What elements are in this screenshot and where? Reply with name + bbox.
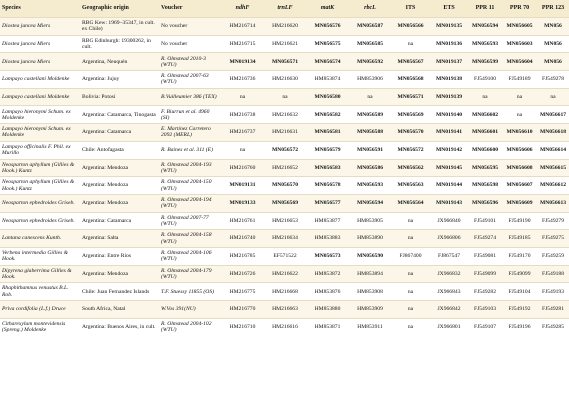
voucher-cell: F. Biurrun et al. 4960 (SI) bbox=[159, 106, 221, 124]
table-row bbox=[0, 318, 569, 336]
accession-cell-rbcl: na bbox=[349, 88, 391, 106]
accession-cell-ets: JX966801 bbox=[430, 318, 468, 336]
column-header: PPR 123 bbox=[537, 0, 569, 18]
accession-cell-ppr11: na bbox=[468, 88, 502, 106]
accession-cell-ppr70: FJ549104 bbox=[502, 283, 537, 301]
table-header bbox=[0, 0, 569, 18]
table-row bbox=[0, 283, 569, 301]
voucher-cell: R. Olmstead 2007-63 (WTU) bbox=[159, 71, 221, 89]
table-row bbox=[0, 35, 569, 53]
accession-cell-ppr70: MN056610 bbox=[502, 124, 537, 142]
accession-cell-rbcl: HM853908 bbox=[349, 283, 391, 301]
accession-cell-ppr11: MN056594 bbox=[468, 18, 502, 36]
origin-cell: Argentina, Neuquén bbox=[80, 53, 159, 71]
species-cell: Diostea juncea Miers bbox=[0, 18, 80, 36]
accession-cell-ppr70: FJ549189 bbox=[502, 71, 537, 89]
table-row bbox=[0, 265, 569, 283]
accession-cell-matk: MN056583 bbox=[306, 159, 349, 177]
accession-cell-ndhf: HM216726 bbox=[221, 265, 264, 283]
column-header: PPR 11 bbox=[468, 0, 502, 18]
accession-cell-matk: HM853877 bbox=[306, 212, 349, 230]
accession-cell-ppr70: MN056606 bbox=[502, 141, 537, 159]
accession-cell-its: MN056569 bbox=[391, 106, 430, 124]
accession-cell-ppr11: MN056598 bbox=[468, 177, 502, 195]
accession-cell-ets: JX966842 bbox=[430, 301, 468, 319]
accession-cell-matk: MN056575 bbox=[306, 35, 349, 53]
accession-cell-matk: HM853871 bbox=[306, 318, 349, 336]
accession-cell-ppr70: MN056604 bbox=[502, 53, 537, 71]
origin-cell: Argentina: Mendoza bbox=[80, 194, 159, 212]
accession-cell-ppr123: FJ549279 bbox=[537, 212, 569, 230]
species-cell: Neosparton ephedroides Griseb. bbox=[0, 194, 80, 212]
accession-cell-ndhf: MN019131 bbox=[221, 177, 264, 195]
accession-cell-trnlf: HM216653 bbox=[264, 212, 306, 230]
accession-cell-its: na bbox=[391, 283, 430, 301]
voucher-cell: No voucher bbox=[159, 18, 221, 36]
voucher-cell: R. Baines et al. 311 (E) bbox=[159, 141, 221, 159]
accession-cell-trnlf: HM216616 bbox=[264, 318, 306, 336]
origin-cell: Argentina: Salta bbox=[80, 230, 159, 248]
species-cell: Verbena intermedia Gillies & Hook. bbox=[0, 247, 80, 265]
accession-cell-ppr123: FJ549278 bbox=[537, 71, 569, 89]
accession-cell-rbcl: MN056588 bbox=[349, 124, 391, 142]
species-cell: Lampayo officinalis F. Phil. ex Murillo bbox=[0, 141, 80, 159]
accession-cell-ppr11: FJ549282 bbox=[468, 283, 502, 301]
accession-cell-ppr70: MN056608 bbox=[502, 159, 537, 177]
accession-cell-ppr11: MN056595 bbox=[468, 159, 502, 177]
accession-cell-ppr123: MN056617 bbox=[537, 106, 569, 124]
accession-cell-rbcl: MN056593 bbox=[349, 177, 391, 195]
accession-cell-ppr123: MN056 bbox=[537, 53, 569, 71]
column-header: rbcL bbox=[349, 0, 391, 18]
accession-cell-rbcl: MN056585 bbox=[349, 35, 391, 53]
accession-cell-ets: MN019144 bbox=[430, 177, 468, 195]
accession-cell-ppr11: FJ549099 bbox=[468, 265, 502, 283]
accession-cell-ndhf: MN019134 bbox=[221, 53, 264, 71]
accession-cell-ppr70: MN056609 bbox=[502, 194, 537, 212]
column-header: Geographic origin bbox=[80, 0, 159, 18]
column-header: ndhF bbox=[221, 0, 264, 18]
voucher-cell: R. Olmstead 2004-106 (WTU) bbox=[159, 247, 221, 265]
accession-cell-its: MN056570 bbox=[391, 124, 430, 142]
accession-cell-ets: MN019136 bbox=[430, 35, 468, 53]
column-header: Voucher bbox=[159, 0, 221, 18]
accession-cell-rbcl: MN056592 bbox=[349, 53, 391, 71]
accession-cell-ppr123: MN056615 bbox=[537, 159, 569, 177]
accession-cell-matk: MN056582 bbox=[306, 106, 349, 124]
accession-cell-matk: MN056574 bbox=[306, 53, 349, 71]
species-cell: Lampayo hieronymi Schum. ex Moldenke bbox=[0, 124, 80, 142]
accession-cell-trnlf: MN056570 bbox=[264, 177, 306, 195]
table-row bbox=[0, 106, 569, 124]
accession-cell-trnlf: na bbox=[264, 88, 306, 106]
accession-cell-its: na bbox=[391, 230, 430, 248]
origin-cell: Argentina: Mendoza bbox=[80, 159, 159, 177]
accession-cell-its: MN056571 bbox=[391, 88, 430, 106]
table-row bbox=[0, 159, 569, 177]
voucher-cell: B.Vuilleumier 386 (TEX) bbox=[159, 88, 221, 106]
table-row bbox=[0, 177, 569, 195]
accession-cell-its: MN056566 bbox=[391, 18, 430, 36]
accession-cell-rbcl: HM853905 bbox=[349, 212, 391, 230]
accession-cell-matk: MN056581 bbox=[306, 124, 349, 142]
species-cell: Diostea juncea Miers bbox=[0, 53, 80, 71]
origin-cell: Argentina: Mendoza bbox=[80, 265, 159, 283]
accession-cell-ndhf: HM216775 bbox=[221, 283, 264, 301]
accession-cell-ndhf: MN019133 bbox=[221, 194, 264, 212]
accession-cell-ppr70: MN056603 bbox=[502, 35, 537, 53]
accession-cell-trnlf: HM216652 bbox=[264, 159, 306, 177]
accession-cell-rbcl: MN056587 bbox=[349, 18, 391, 36]
table-row bbox=[0, 301, 569, 319]
species-cell: Citharexylum montevidensis (Spreng.) Moldenke bbox=[0, 318, 80, 336]
accession-cell-ppr11: FJ549107 bbox=[468, 318, 502, 336]
table-row bbox=[0, 71, 569, 89]
species-cell: Neosparton aphyllum (Gillies & Hook.) Kuntz bbox=[0, 159, 80, 177]
accession-cell-its: na bbox=[391, 35, 430, 53]
accession-cell-rbcl: HM853911 bbox=[349, 318, 391, 336]
accession-cell-matk: MN056576 bbox=[306, 18, 349, 36]
accession-cell-trnlf: HM216620 bbox=[264, 18, 306, 36]
accession-cell-ppr11: MN056600 bbox=[468, 141, 502, 159]
accession-cell-trnlf: HM216663 bbox=[264, 301, 306, 319]
table-body bbox=[0, 18, 569, 336]
voucher-cell: R. Olmstead 2004-150 (WTU) bbox=[159, 177, 221, 195]
accession-cell-its: FJ867400 bbox=[391, 247, 430, 265]
accession-cell-its: MN056564 bbox=[391, 194, 430, 212]
accession-cell-ppr70: FJ549192 bbox=[502, 301, 537, 319]
species-cell: Neosparton ephedroides Griseb. bbox=[0, 212, 80, 230]
accession-cell-ppr70: FJ549185 bbox=[502, 230, 537, 248]
accession-cell-ppr70: FJ549190 bbox=[502, 212, 537, 230]
accession-cell-matk: HM853883 bbox=[306, 230, 349, 248]
table-row bbox=[0, 247, 569, 265]
accession-cell-ppr11: MN056601 bbox=[468, 124, 502, 142]
species-cell: Lantana canescens Kunth. bbox=[0, 230, 80, 248]
table-row bbox=[0, 212, 569, 230]
accession-cell-matk: MN056573 bbox=[306, 247, 349, 265]
accession-cell-ndhf: HM216770 bbox=[221, 301, 264, 319]
accession-cell-trnlf: HM216634 bbox=[264, 230, 306, 248]
accession-cell-matk: HM853874 bbox=[306, 71, 349, 89]
accession-cell-ppr70: FJ549099 bbox=[502, 265, 537, 283]
voucher-cell: R. Olmstead 2004-194 (WTU) bbox=[159, 194, 221, 212]
accession-cell-matk: MN056577 bbox=[306, 194, 349, 212]
accession-cell-rbcl: HM853894 bbox=[349, 265, 391, 283]
accession-cell-trnlf: MN056571 bbox=[264, 53, 306, 71]
accession-cell-its: MN056572 bbox=[391, 141, 430, 159]
accession-cell-ppr11: MN056599 bbox=[468, 53, 502, 71]
origin-cell: Chile: Antofagasta bbox=[80, 141, 159, 159]
accession-cell-ppr70: FJ549170 bbox=[502, 247, 537, 265]
accession-cell-ppr123: MN056612 bbox=[537, 177, 569, 195]
accession-cell-ppr123: FJ549285 bbox=[537, 318, 569, 336]
accession-cell-ets: MN019138 bbox=[430, 71, 468, 89]
voucher-cell: T.F. Stuessy 11855 (OS) bbox=[159, 283, 221, 301]
voucher-cell: R. Olmstead 2004-179 (WTU) bbox=[159, 265, 221, 283]
accession-cell-trnlf: HM216630 bbox=[264, 71, 306, 89]
accession-cell-ppr11: MN056596 bbox=[468, 194, 502, 212]
column-header: PPR 70 bbox=[502, 0, 537, 18]
voucher-cell: R. Olmstead 2004-158 (WTU) bbox=[159, 230, 221, 248]
table-row bbox=[0, 141, 569, 159]
accession-cell-ets: FJ867547 bbox=[430, 247, 468, 265]
species-cell: Lampayo hieronymi Schum. ex Moldenke bbox=[0, 106, 80, 124]
accession-cell-ppr70: MN056605 bbox=[502, 18, 537, 36]
accession-cell-ndhf: HM216760 bbox=[221, 159, 264, 177]
table-row bbox=[0, 230, 569, 248]
accession-cell-ppr11: FJ549274 bbox=[468, 230, 502, 248]
accession-cell-matk: MN056579 bbox=[306, 141, 349, 159]
table-row bbox=[0, 194, 569, 212]
header-row bbox=[0, 0, 569, 18]
voucher-cell: E. Martínez Carretero 2092 (MERL) bbox=[159, 124, 221, 142]
accession-cell-ndhf: HM216715 bbox=[221, 35, 264, 53]
accession-cell-ndhf: na bbox=[221, 141, 264, 159]
voucher-cell: R. Olmstead 2004-193 (WTU) bbox=[159, 159, 221, 177]
accession-cell-ppr11: MN056593 bbox=[468, 35, 502, 53]
accession-cell-ets: JX966806 bbox=[430, 230, 468, 248]
accession-cell-its: MN056563 bbox=[391, 177, 430, 195]
accession-cell-ets: MN019142 bbox=[430, 141, 468, 159]
species-cell: Neosparton aphyllum (Gillies & Hook.) Kuntz bbox=[0, 177, 80, 195]
origin-cell: Bolivia: Potosí bbox=[80, 88, 159, 106]
accession-cell-ppr123: MN056618 bbox=[537, 124, 569, 142]
accession-cell-its: na bbox=[391, 301, 430, 319]
accession-cell-ppr123: FJ549281 bbox=[537, 301, 569, 319]
accession-cell-ppr123: MN056614 bbox=[537, 141, 569, 159]
accession-cell-ets: MN019135 bbox=[430, 18, 468, 36]
accession-cell-trnlf: MN056569 bbox=[264, 194, 306, 212]
table-row bbox=[0, 18, 569, 36]
table-row bbox=[0, 88, 569, 106]
accession-cell-rbcl: MN056589 bbox=[349, 106, 391, 124]
species-cell: Rhaphithamnus venustus B.L. Rob. bbox=[0, 283, 80, 301]
accession-cell-ppr70: na bbox=[502, 88, 537, 106]
origin-cell: Argentina: Catamarca bbox=[80, 212, 159, 230]
voucher-cell: R. Olmstead 2007-77 (WTU) bbox=[159, 212, 221, 230]
accession-cell-ets: JX966843 bbox=[430, 283, 468, 301]
accession-cell-ppr11: FJ549103 bbox=[468, 301, 502, 319]
accession-cell-ndhf: HM216740 bbox=[221, 230, 264, 248]
species-cell: Priva cordifolia (L.f.) Druce bbox=[0, 301, 80, 319]
origin-cell: South Africa, Natal bbox=[80, 301, 159, 319]
accession-cell-ndhf: HM216761 bbox=[221, 212, 264, 230]
accession-cell-trnlf: HM216668 bbox=[264, 283, 306, 301]
accession-cell-rbcl: MN056590 bbox=[349, 247, 391, 265]
origin-cell: Argentina: Jujuy bbox=[80, 71, 159, 89]
accession-cell-ppr70: na bbox=[502, 106, 537, 124]
accession-cell-matk: HM853880 bbox=[306, 301, 349, 319]
accession-cell-rbcl: HM853890 bbox=[349, 230, 391, 248]
accession-cell-ppr11: FJ549100 bbox=[468, 71, 502, 89]
accession-cell-ppr123: MN056613 bbox=[537, 194, 569, 212]
accession-cell-ppr11: FJ549101 bbox=[468, 212, 502, 230]
origin-cell: Argentina: Catamarca, Tinogasta bbox=[80, 106, 159, 124]
accession-cell-ets: JX966840 bbox=[430, 212, 468, 230]
accession-cell-matk: HM853876 bbox=[306, 283, 349, 301]
accession-cell-ets: JX966832 bbox=[430, 265, 468, 283]
table-row bbox=[0, 124, 569, 142]
voucher-cell: R. Olmstead 2010-3 (WTU) bbox=[159, 53, 221, 71]
accession-cell-rbcl: MN056591 bbox=[349, 141, 391, 159]
accession-cell-ppr123: FJ549259 bbox=[537, 247, 569, 265]
accession-cell-matk: HM853872 bbox=[306, 265, 349, 283]
table-row bbox=[0, 53, 569, 71]
accession-cell-matk: MN056580 bbox=[306, 88, 349, 106]
column-header: ITS bbox=[391, 0, 430, 18]
accession-cell-ndhf: HM216737 bbox=[221, 124, 264, 142]
accession-cell-matk: MN056578 bbox=[306, 177, 349, 195]
voucher-cell: W.Vos 391(NU) bbox=[159, 301, 221, 319]
accession-cell-ets: MN019145 bbox=[430, 159, 468, 177]
accession-cell-its: na bbox=[391, 212, 430, 230]
accession-cell-trnlf: MN056572 bbox=[264, 141, 306, 159]
column-header: matK bbox=[306, 0, 349, 18]
accession-cell-ets: MN019137 bbox=[430, 53, 468, 71]
species-cell: Lampayo castellani Moldenke bbox=[0, 88, 80, 106]
accession-cell-ndhf: HM216710 bbox=[221, 318, 264, 336]
accession-cell-ppr123: FJ549193 bbox=[537, 283, 569, 301]
accession-cell-rbcl: MN056594 bbox=[349, 194, 391, 212]
accession-cell-ppr70: MN056607 bbox=[502, 177, 537, 195]
accession-cell-rbcl: MN056586 bbox=[349, 159, 391, 177]
accession-cell-trnlf: HM216622 bbox=[264, 265, 306, 283]
origin-cell: Argentina: Entre Ríos bbox=[80, 247, 159, 265]
accession-cell-ets: MN019143 bbox=[430, 194, 468, 212]
accession-cell-ndhf: HM216738 bbox=[221, 106, 264, 124]
accession-cell-trnlf: EF571522 bbox=[264, 247, 306, 265]
accession-cell-its: MN056567 bbox=[391, 53, 430, 71]
species-cell: Dipyrena glaberrima Gillies & Hook. bbox=[0, 265, 80, 283]
accession-cell-its: na bbox=[391, 318, 430, 336]
accession-cell-ppr123: FJ549188 bbox=[537, 265, 569, 283]
accession-cell-ppr11: MN056602 bbox=[468, 106, 502, 124]
column-header: Species bbox=[0, 0, 80, 18]
origin-cell: Argentina: Mendoza bbox=[80, 177, 159, 195]
accession-cell-trnlf: HM216631 bbox=[264, 124, 306, 142]
accession-cell-its: MN056568 bbox=[391, 71, 430, 89]
accession-cell-ndhf: HM216736 bbox=[221, 71, 264, 89]
accession-cell-ppr11: FJ549081 bbox=[468, 247, 502, 265]
accession-cell-trnlf: HM216621 bbox=[264, 35, 306, 53]
accession-cell-trnlf: HM216632 bbox=[264, 106, 306, 124]
origin-cell: Argentina: Buenos Aires, in cult. bbox=[80, 318, 159, 336]
species-cell: Lampayo castellani Moldenke bbox=[0, 71, 80, 89]
voucher-cell: No voucher bbox=[159, 35, 221, 53]
accession-cell-ndhf: na bbox=[221, 88, 264, 106]
accession-cell-its: na bbox=[391, 265, 430, 283]
accession-cell-ets: MN019141 bbox=[430, 124, 468, 142]
species-cell: Diostea juncea Miers bbox=[0, 35, 80, 53]
accession-cell-ppr123: MN056 bbox=[537, 18, 569, 36]
accession-cell-ppr70: FJ549196 bbox=[502, 318, 537, 336]
accession-cell-ets: MN019139 bbox=[430, 88, 468, 106]
accession-cell-ppr123: na bbox=[537, 88, 569, 106]
accession-cell-ppr123: FJ549275 bbox=[537, 230, 569, 248]
origin-cell: RBG Edinburgh: 19300262, in cult. bbox=[80, 35, 159, 53]
voucher-cell: R. Olmstead 2004-102 (WTU) bbox=[159, 318, 221, 336]
accession-cell-ets: MN019140 bbox=[430, 106, 468, 124]
accession-cell-ndhf: HM216785 bbox=[221, 247, 264, 265]
accession-cell-ppr123: MN056 bbox=[537, 35, 569, 53]
origin-cell: Chile: Juan Fernandez Islands bbox=[80, 283, 159, 301]
accession-cell-rbcl: HM853909 bbox=[349, 301, 391, 319]
accession-cell-its: MN056562 bbox=[391, 159, 430, 177]
column-header: ETS bbox=[430, 0, 468, 18]
accession-cell-rbcl: HM853906 bbox=[349, 71, 391, 89]
column-header: trnLF bbox=[264, 0, 306, 18]
origin-cell: RBG Kew: 1969–35347, in cult. ex Chile) bbox=[80, 18, 159, 36]
origin-cell: Argentina: Catamarca bbox=[80, 124, 159, 142]
accession-cell-ndhf: HM216714 bbox=[221, 18, 264, 36]
